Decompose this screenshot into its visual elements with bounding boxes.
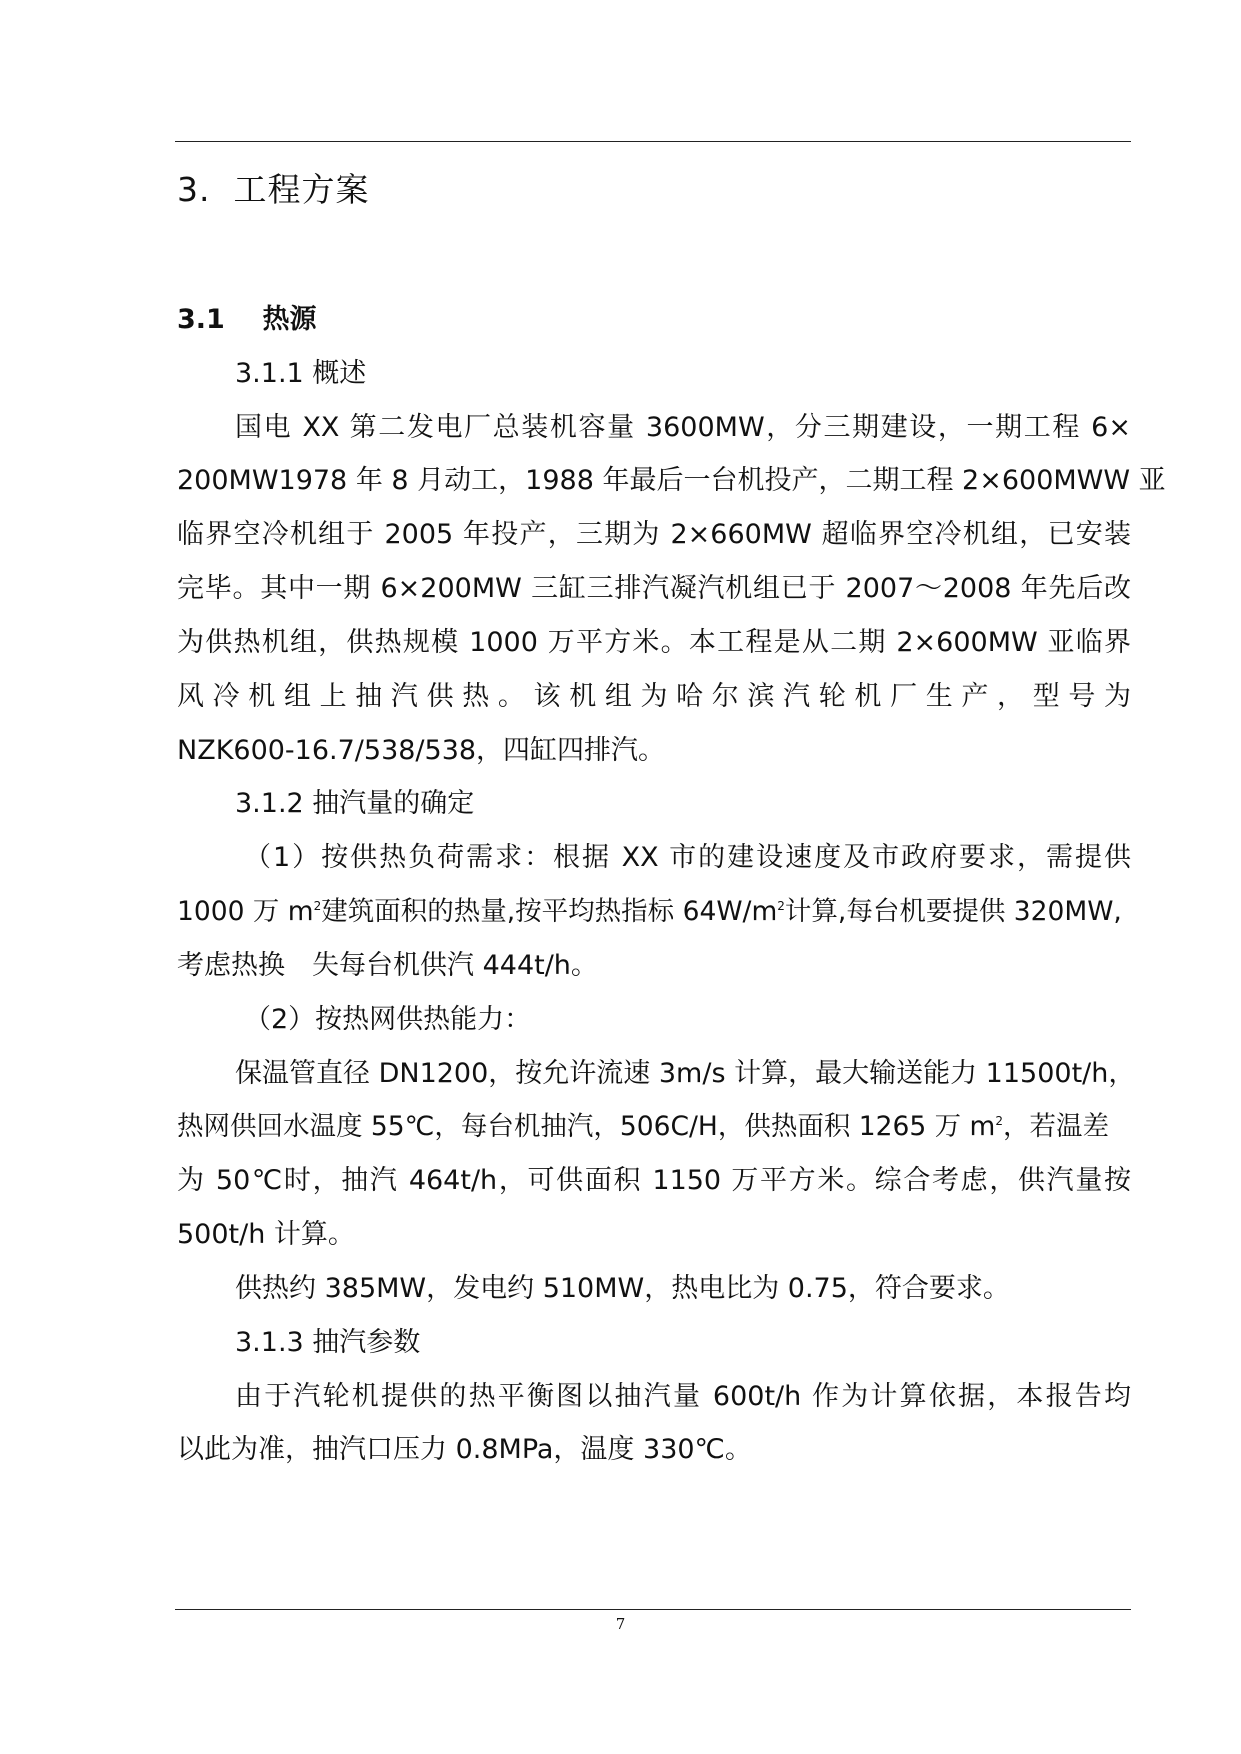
subsection-heading: 3.1.1 概述: [235, 358, 367, 389]
body-line: 200MW1978 年 8 月动工，1988 年最后一台机投产，二期工程 2×600MWW 亚: [177, 465, 1166, 496]
body-line: 保温管直径 DN1200，按允许流速 3m/s 计算，最大输送能力 11500t/h，: [235, 1058, 1136, 1089]
subsection-heading: 3.1.2 抽汽量的确定: [235, 788, 475, 819]
body-line: 为 50℃时，抽汽 464t/h，可供面积 1150 万平方米。综合考虑，供汽量按: [177, 1165, 1131, 1196]
body-line: 临界空冷机组于 2005 年投产，三期为 2×660MW 超临界空冷机组，已安装: [177, 519, 1131, 550]
body-line: 风冷机组上抽汽供热。该机组为哈尔滨汽轮机厂生产，型号为: [177, 681, 1131, 712]
chapter-number: 3.: [177, 170, 211, 209]
body-line: NZK600-16.7/538/538，四缸四排汽。: [177, 735, 666, 766]
superscript: 2: [995, 1114, 1004, 1129]
superscript: 2: [777, 899, 785, 914]
page-number: 7: [615, 1615, 626, 1633]
section-heading: [177, 302, 1131, 338]
body-line: 热网供回水温度 55℃，每台机抽汽，506C/H，供热面积 1265 万 $m^2$，若温差: [177, 1111, 1110, 1142]
body-line: 以此为准，抽汽口压力 0.8MPa，温度 330℃。: [177, 1434, 752, 1465]
body-line: 考虑热换 失每台机供汽 444t/h。: [177, 950, 598, 981]
section-title: 热源: [262, 304, 317, 335]
body-line: （2）按热网供热能力：: [244, 1004, 532, 1035]
body-line: 供热约 385MW，发电约 510MW，热电比为 0.75，符合要求。: [235, 1273, 1010, 1304]
superscript: 2: [313, 899, 322, 914]
body-line: 完毕。其中一期 6×200MW 三缸三排汽凝汽机组已于 2007～2008 年先后改: [177, 573, 1131, 604]
body-line: （1）按供热负荷需求：根据 XX 市的建设速度及市政府要求，需提供: [244, 842, 1131, 873]
header-rule: [175, 141, 1131, 142]
subsection-heading: 3.1.3 抽汽参数: [235, 1327, 421, 1358]
chapter-heading: [177, 170, 1131, 210]
body-line: 500t/h 计算。: [177, 1219, 355, 1250]
section-number: 3.1: [177, 304, 225, 335]
chapter-title: 工程方案: [233, 170, 370, 209]
footer-rule: [175, 1609, 1131, 1610]
body-line: 由于汽轮机提供的热平衡图以抽汽量 600t/h 作为计算依据，本报告均: [235, 1381, 1131, 1412]
body-line: 国电 XX 第二发电厂总装机容量 3600MW，分三期建设，一期工程 6×: [235, 412, 1131, 443]
body-line: 1000 万 $m^2$建筑面积的热量,按平均热指标 $64W/m^2$计算,每台机要提供 320MW,: [177, 896, 1122, 927]
body-line: 为供热机组，供热规模 1000 万平方米。本工程是从二期 2×600MW 亚临界: [177, 627, 1131, 658]
